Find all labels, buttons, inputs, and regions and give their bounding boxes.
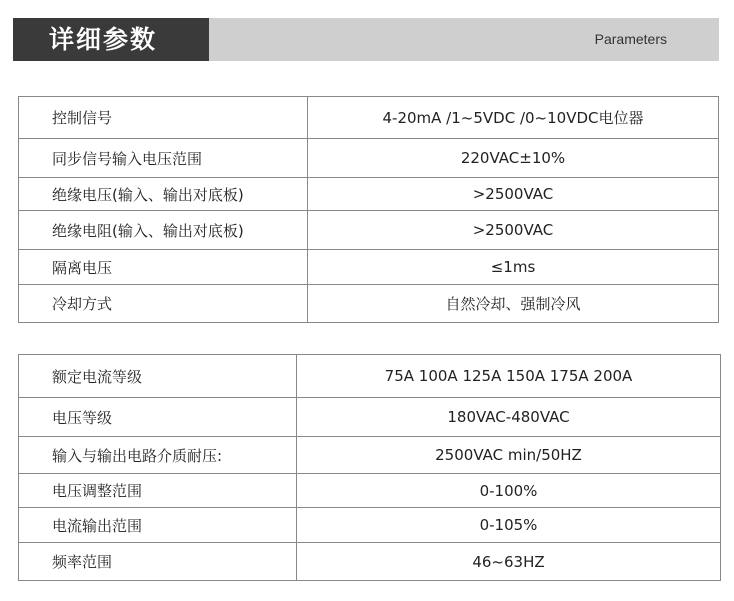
param-label: 冷却方式 — [19, 285, 308, 323]
param-value: >2500VAC — [308, 178, 719, 211]
param-value: 2500VAC min/50HZ — [297, 437, 721, 474]
param-value: >2500VAC — [308, 211, 719, 250]
param-label: 电压调整范围 — [19, 474, 297, 508]
param-label: 绝缘电阻(输入、输出对底板) — [19, 211, 308, 250]
param-label: 频率范围 — [19, 543, 297, 581]
table-row — [19, 508, 721, 543]
param-label: 绝缘电压(输入、输出对底板) — [19, 178, 308, 211]
param-label: 输入与输出电路介质耐压: — [19, 437, 297, 474]
parameters-table-1 — [18, 96, 719, 323]
param-value: 自然冷却、强制冷风 — [308, 285, 719, 323]
param-value: 75A 100A 125A 150A 175A 200A — [297, 355, 721, 398]
param-label: 电压等级 — [19, 398, 297, 437]
table-row — [19, 437, 721, 474]
section-header — [13, 18, 719, 61]
table-row — [19, 398, 721, 437]
table-row — [19, 139, 719, 178]
param-value: ≤1ms — [308, 250, 719, 285]
table-row — [19, 355, 721, 398]
table-row — [19, 285, 719, 323]
param-label: 同步信号输入电压范围 — [19, 139, 308, 178]
section-title: 详细参数 — [13, 18, 209, 61]
param-label: 控制信号 — [19, 97, 308, 139]
table-row — [19, 211, 719, 250]
table-row — [19, 97, 719, 139]
param-label: 隔离电压 — [19, 250, 308, 285]
table-row — [19, 474, 721, 508]
table-row — [19, 543, 721, 581]
param-value: 0-100% — [297, 474, 721, 508]
table-row — [19, 178, 719, 211]
param-value: 46~63HZ — [297, 543, 721, 581]
param-label: 电流输出范围 — [19, 508, 297, 543]
param-value: 180VAC-480VAC — [297, 398, 721, 437]
param-value: 220VAC±10% — [308, 139, 719, 178]
parameters-table-2 — [18, 354, 721, 581]
param-label: 额定电流等级 — [19, 355, 297, 398]
section-subtitle: Parameters — [594, 31, 667, 47]
param-value: 4-20mA /1~5VDC /0~10VDC电位器 — [308, 97, 719, 139]
param-value: 0-105% — [297, 508, 721, 543]
table-row — [19, 250, 719, 285]
